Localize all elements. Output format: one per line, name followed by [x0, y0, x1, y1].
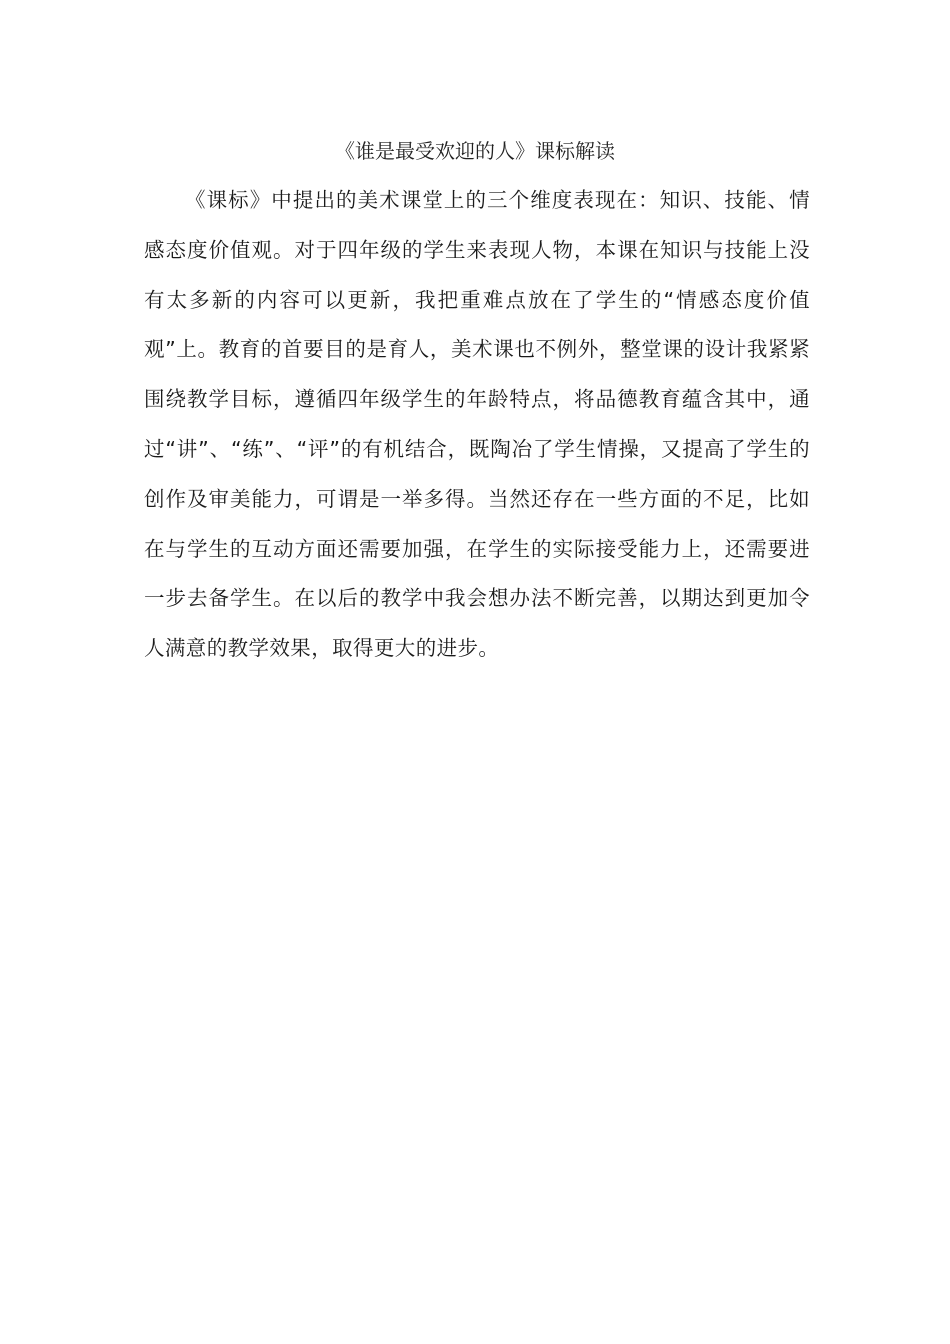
- document-title: 《谁是最受欢迎的人》课标解读: [335, 139, 615, 163]
- body-paragraph: 《课标》中提出的美术课堂上的三个维度表现在：知识、技能、情感态度价值观。对于四年级的学生来表现人物，本课在知识与技能上没有太多新的内容可以更新，我把重难点放在了学生的“情感态度价值观”上。教育的首要目的是育人，美术课也不例外，整堂课的设计我紧紧围绕教学目标，遵循四年级学生的年龄特点，将品德教育蕴含其中，通过“讲”、“练”、“评”的有机结合，既陶冶了学生情操，又提高了学生的创作及审美能力，可谓是一举多得。当然还存在一些方面的不足，比如在与学生的互动方面还需要加强，在学生的实际接受能力上，还需要进一步去备学生。在以后的教学中我会想办法不断完善，以期达到更加令人满意的教学效果，取得更大的进步。: [144, 188, 810, 661]
